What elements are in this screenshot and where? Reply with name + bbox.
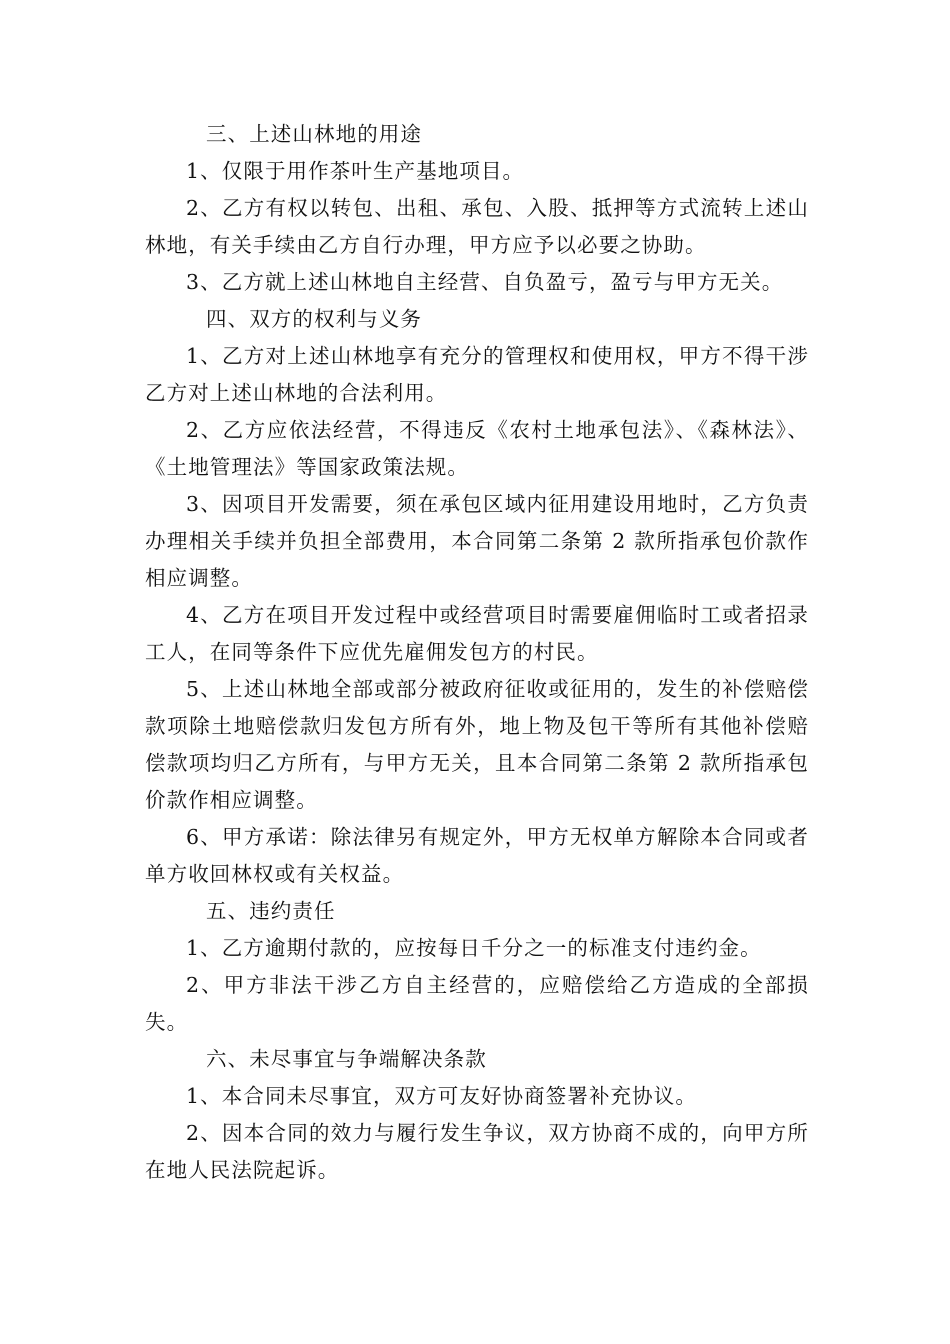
clause-paragraph: 2、乙方应依法经营，不得违反《农村土地承包法》、《森林法》、《土地管理法》等国家政策法规。 — [145, 418, 809, 479]
clause-paragraph: 3、乙方就上述山林地自主经营、自负盈亏，盈亏与甲方无关。 — [186, 270, 784, 294]
section-heading-disputes: 六、未尽事宜与争端解决条款 — [206, 1047, 487, 1071]
clause-paragraph: 1、本合同未尽事宜，双方可友好协商签署补充协议。 — [186, 1084, 697, 1108]
clause-paragraph: 2、甲方非法干涉乙方自主经营的，应赔偿给乙方造成的全部损失。 — [145, 973, 809, 1034]
section-heading-breach: 五、违约责任 — [206, 899, 336, 923]
clause-paragraph: 6、甲方承诺：除法律另有规定外，甲方无权单方解除本合同或者单方收回林权或有关权益。 — [145, 825, 809, 886]
clause-paragraph: 3、因项目开发需要，须在承包区域内征用建设用地时，乙方负责办理相关手续并负担全部费用，本合同第二条第 2 款所指承包价款作相应调整。 — [145, 492, 809, 590]
section-heading-rights: 四、双方的权利与义务 — [206, 307, 422, 331]
document-body — [145, 116, 809, 1189]
clause-paragraph: 2、乙方有权以转包、出租、承包、入股、抵押等方式流转上述山林地，有关手续由乙方自行办理，甲方应予以必要之协助。 — [145, 196, 809, 257]
clause-paragraph: 5、上述山林地全部或部分被政府征收或征用的，发生的补偿赔偿款项除土地赔偿款归发包方所有外，地上物及包干等所有其他补偿赔偿款项均归乙方所有，与甲方无关，且本合同第二条第 2 款所指承包价款作相应调整。 — [145, 677, 809, 812]
clause-paragraph: 1、乙方对上述山林地享有充分的管理权和使用权，甲方不得干涉乙方对上述山林地的合法利用。 — [145, 344, 809, 405]
clause-paragraph: 4、乙方在项目开发过程中或经营项目时需要雇佣临时工或者招录工人，在同等条件下应优先雇佣发包方的村民。 — [145, 603, 809, 664]
clause-paragraph: 1、乙方逾期付款的，应按每日千分之一的标准支付违约金。 — [186, 936, 762, 960]
section-heading-purpose: 三、上述山林地的用途 — [206, 122, 422, 146]
clause-paragraph: 2、因本合同的效力与履行发生争议，双方协商不成的，向甲方所在地人民法院起诉。 — [145, 1121, 809, 1182]
clause-paragraph: 1、仅限于用作茶叶生产基地项目。 — [186, 159, 525, 183]
